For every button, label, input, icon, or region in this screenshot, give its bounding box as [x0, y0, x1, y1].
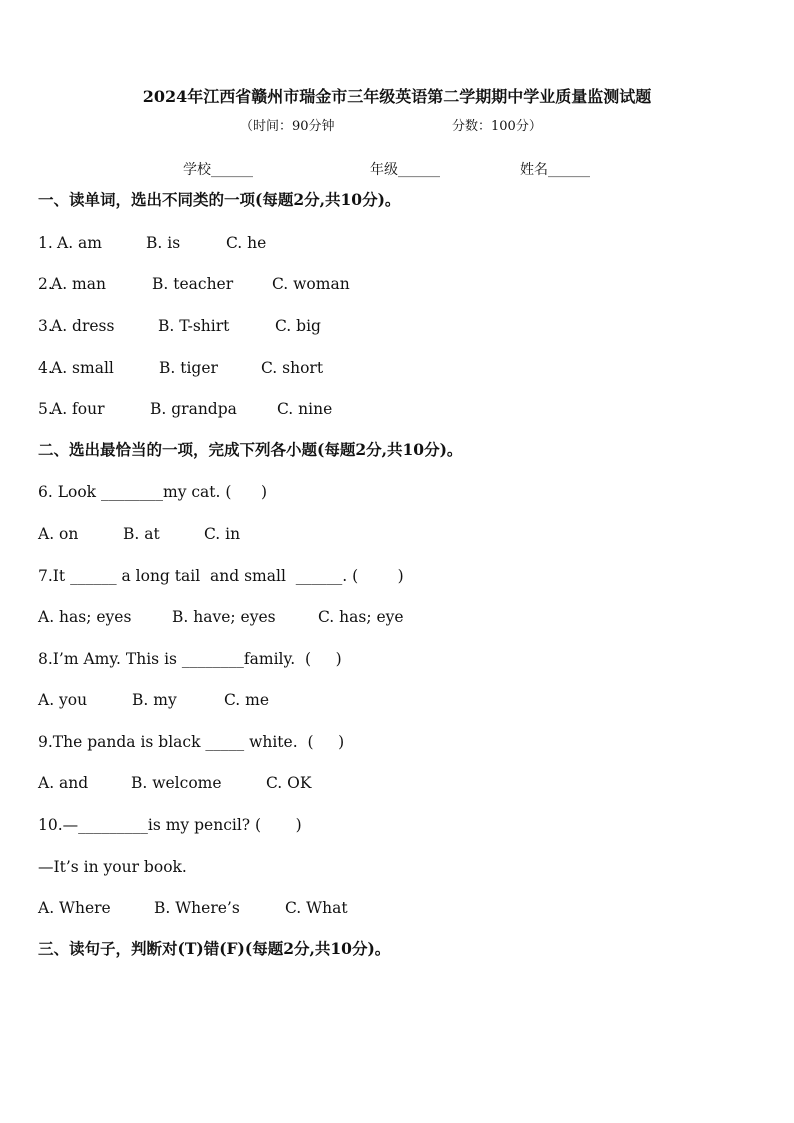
q8-option-a[interactable]: A. you — [38, 691, 88, 709]
question-10-text: 10.—_________is my pencil? ( ) — [38, 816, 302, 834]
q8-option-b[interactable]: B. my — [132, 691, 177, 709]
q9-option-c[interactable]: C. OK — [266, 774, 312, 792]
option-c[interactable]: C. short — [261, 359, 324, 377]
section-1-heading: 一、读单词，选出不同类的一项(每题2分,共10分)。 — [38, 190, 401, 209]
q10-option-a[interactable]: A. Where — [38, 899, 111, 917]
option-b[interactable]: B. grandpa — [150, 400, 237, 418]
q8-option-c[interactable]: C. me — [224, 691, 270, 709]
section-3-heading: 三、读句子，判断对(T)错(F)(每题2分,共10分)。 — [38, 939, 391, 958]
option-b[interactable]: B. tiger — [159, 359, 218, 377]
option-c[interactable]: C. nine — [277, 400, 333, 418]
exam-score: 分数：100分） — [452, 119, 542, 134]
question-number: 4. — [38, 359, 53, 377]
q7-option-c[interactable]: C. has; eye — [318, 608, 404, 626]
q7-option-a[interactable]: A. has; eyes — [38, 608, 132, 626]
option-c[interactable]: C. big — [275, 317, 321, 335]
q10-option-b[interactable]: B. Where’s — [154, 899, 240, 917]
q9-option-b[interactable]: B. welcome — [131, 774, 222, 792]
question-8-text: 8.I’m Amy. This is ________family. ( ) — [38, 650, 342, 668]
question-number: 1. — [38, 234, 58, 252]
q10-option-c[interactable]: C. What — [285, 899, 348, 917]
q6-option-c[interactable]: C. in — [204, 525, 241, 543]
option-a[interactable]: A. small — [51, 359, 114, 377]
exam-time: （时间：90分钟 — [240, 119, 335, 134]
option-b[interactable]: B. is — [146, 234, 181, 252]
q9-option-a[interactable]: A. and — [38, 774, 89, 792]
school-field[interactable]: 学校______ — [183, 162, 253, 178]
question-6-text: 6. Look ________my cat. ( ) — [38, 483, 268, 501]
option-c[interactable]: C. woman — [272, 275, 350, 293]
question-number: 5. — [38, 400, 53, 418]
question-number: 2. — [38, 275, 53, 293]
grade-field[interactable]: 年级______ — [370, 162, 440, 178]
q6-option-b[interactable]: B. at — [123, 525, 160, 543]
option-a[interactable]: A. am — [57, 234, 102, 252]
option-c[interactable]: C. he — [226, 234, 267, 252]
option-b[interactable]: B. T-shirt — [158, 317, 230, 335]
question-9-text: 9.The panda is black _____ white. ( ) — [38, 733, 345, 751]
option-a[interactable]: A. four — [51, 400, 105, 418]
name-field[interactable]: 姓名______ — [520, 162, 590, 178]
page-title: 2024年江西省赣州市瑞金市三年级英语第二学期期中学业质量监测试题 — [142, 87, 652, 106]
section-2-heading: 二、选出最恰当的一项，完成下列各小题(每题2分,共10分)。 — [38, 440, 463, 459]
q6-option-a[interactable]: A. on — [38, 525, 79, 543]
question-10-answer-line: —It’s in your book. — [38, 858, 187, 876]
question-number: 3. — [38, 317, 53, 335]
option-b[interactable]: B. teacher — [152, 275, 234, 293]
question-7-text: 7.It ______ a long tail and small ______. ( ) — [38, 567, 404, 585]
option-a[interactable]: A. dress — [51, 317, 115, 335]
option-a[interactable]: A. man — [51, 275, 106, 293]
q7-option-b[interactable]: B. have; eyes — [172, 608, 276, 626]
